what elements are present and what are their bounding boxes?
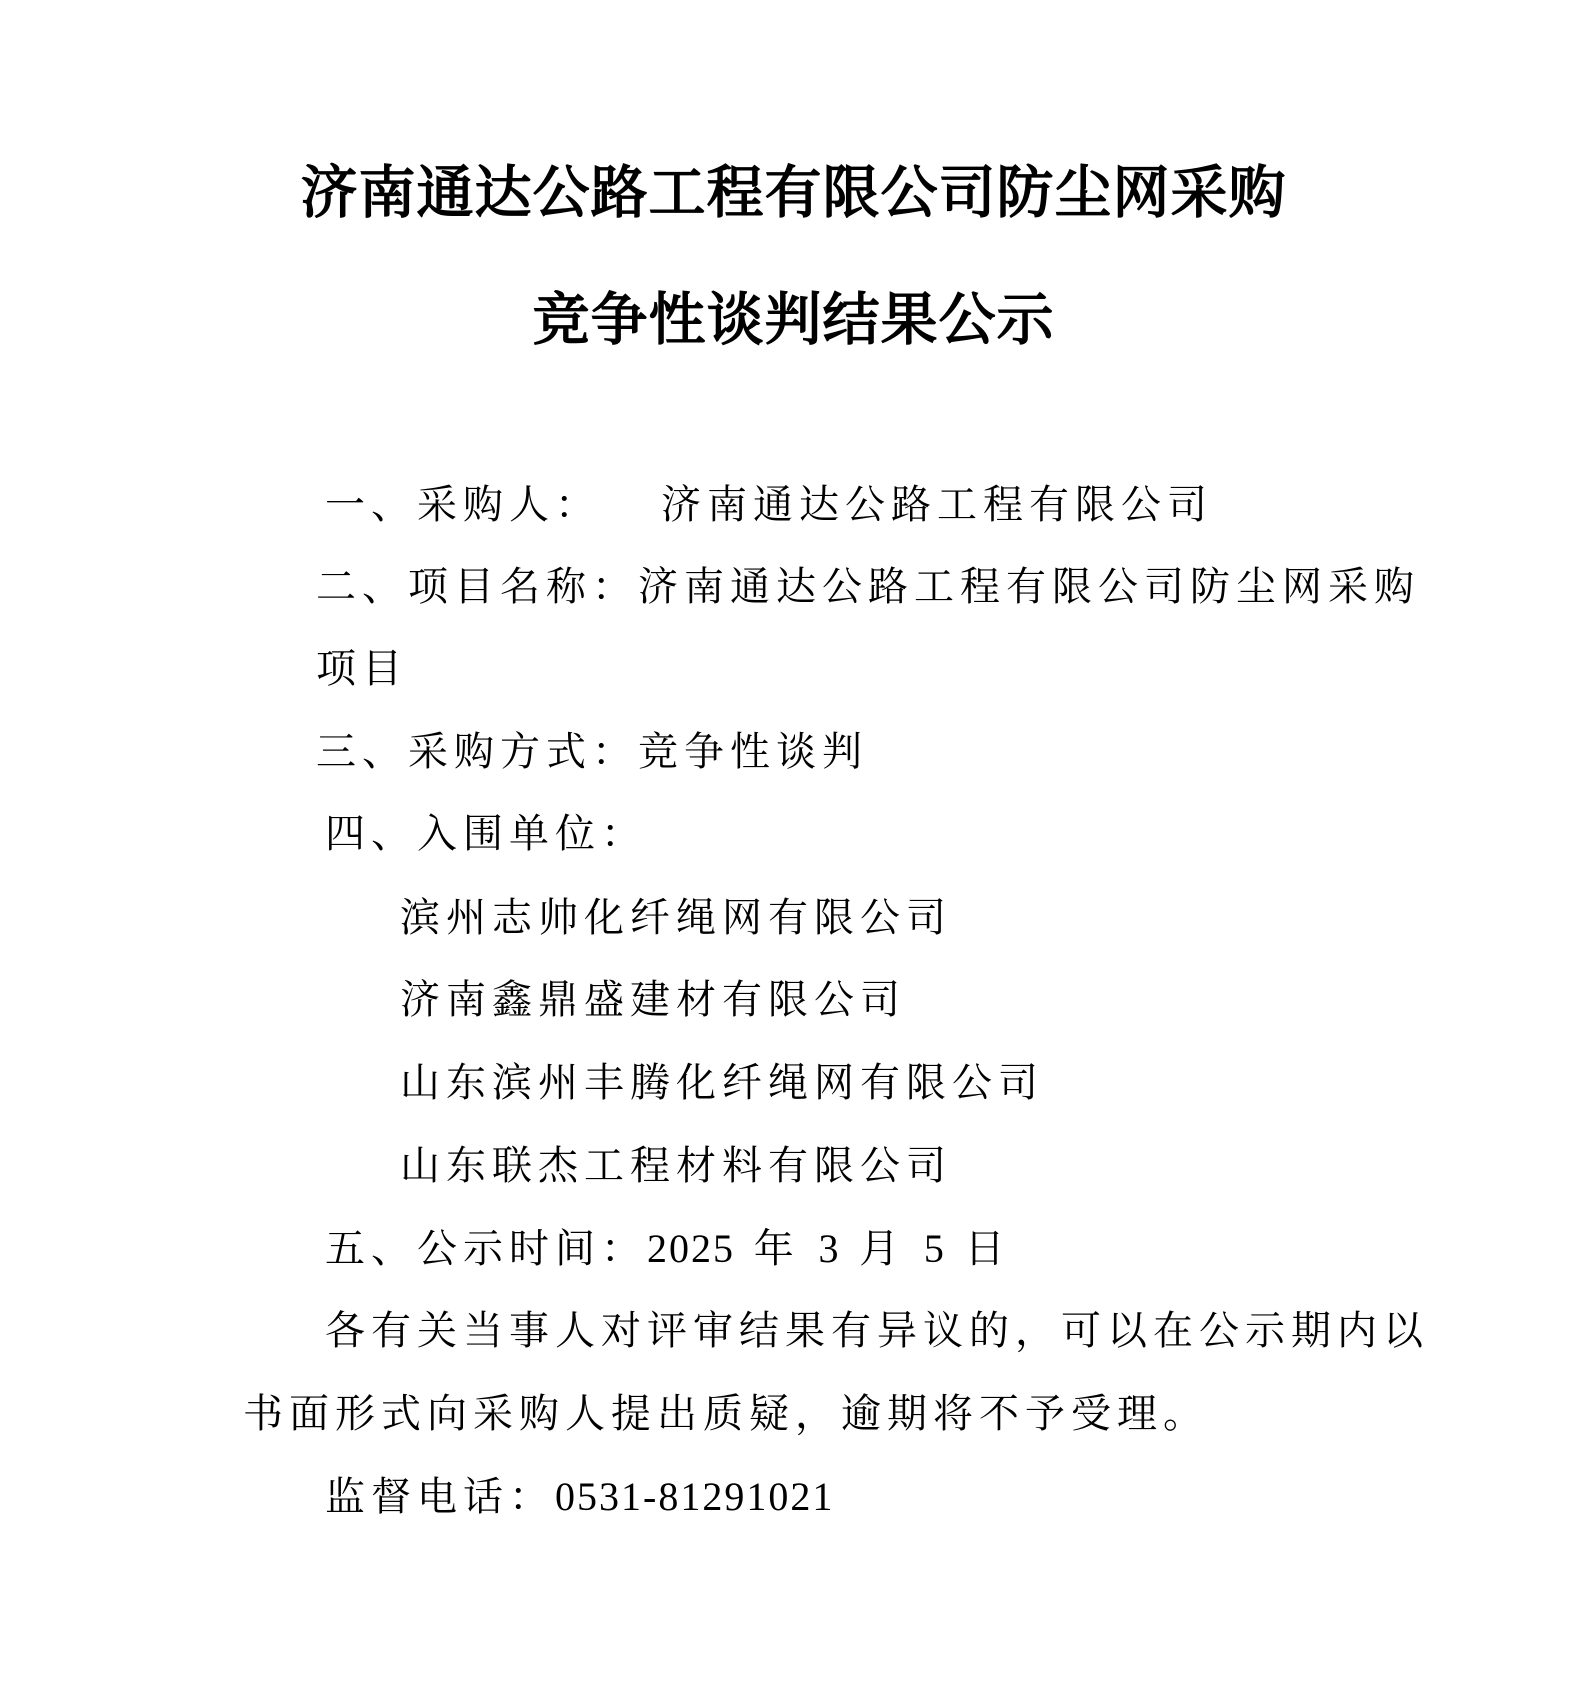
shortlisted-company: 滨州志帅化纤绳网有限公司 [400,895,952,941]
notice-day-unit: 日 [964,1226,1011,1272]
purchaser-value: 济南通达公路工程有限公司 [661,482,1213,528]
shortlist-label: 四、入围单位： [325,811,647,857]
shortlisted-company: 济南鑫鼎盛建材有限公司 [400,977,906,1023]
notice-year-unit: 年 [753,1226,800,1272]
notice-day: 5 [923,1226,946,1271]
purchaser-label: 一、采购人： [325,482,601,528]
notice-period-label: 五、公示时间： [325,1226,647,1272]
purchaser-line [325,480,1213,530]
shortlisted-company: 山东滨州丰腾化纤绳网有限公司 [400,1060,1044,1106]
document-title-line-1: 济南通达公路工程有限公司防尘网采购 [300,159,1287,226]
supervision-phone: 0531-81291021 [555,1474,835,1519]
supervision-phone-line [325,1472,834,1522]
objection-text-line-2: 书面形式向采购人提出质疑，逾期将不予受理。 [243,1391,1209,1437]
procurement-method: 三、采购方式：竞争性谈判 [316,729,868,775]
document-title-line-2: 竞争性谈判结果公示 [532,286,1055,353]
shortlisted-company: 山东联杰工程材料有限公司 [400,1143,952,1189]
notice-year: 2025 [647,1226,735,1271]
notice-period-line [325,1224,1011,1274]
project-name-line-1: 二、项目名称：济南通达公路工程有限公司防尘网采购 [316,564,1420,610]
notice-month: 3 [818,1226,841,1271]
objection-text-line-1: 各有关当事人对评审结果有异议的，可以在公示期内以 [325,1308,1429,1354]
notice-month-unit: 月 [859,1226,906,1272]
supervision-label: 监督电话： [325,1474,555,1520]
project-name-line-2: 项目 [316,646,408,692]
